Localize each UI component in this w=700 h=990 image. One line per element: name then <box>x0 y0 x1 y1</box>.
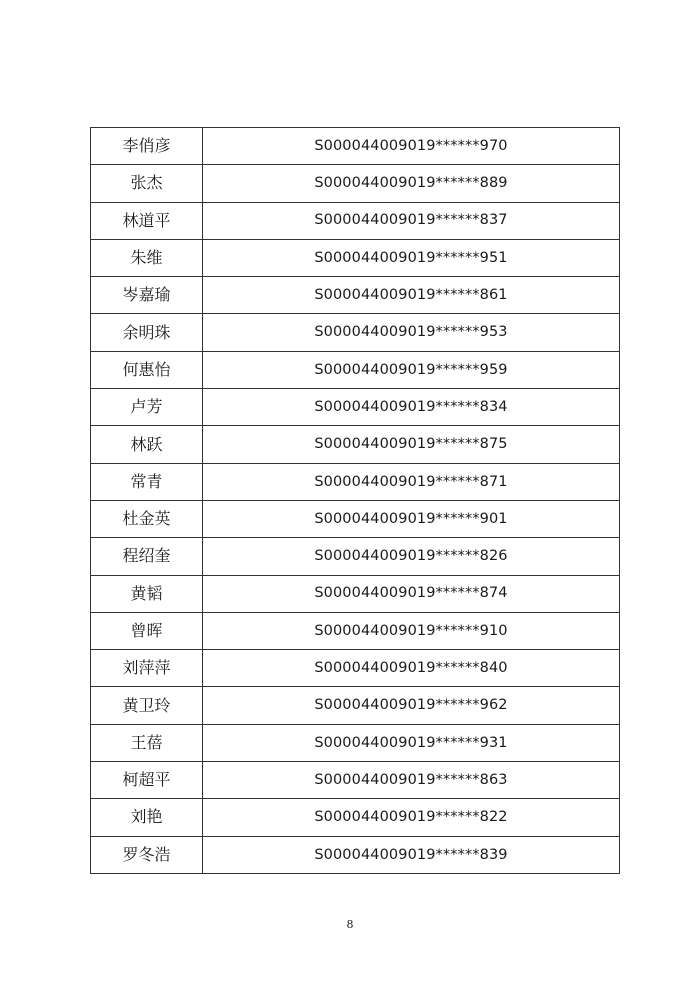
id-number-cell: S000044009019******889 <box>203 165 620 202</box>
id-number-cell: S000044009019******863 <box>203 762 620 799</box>
table-row <box>91 202 620 239</box>
name-cell: 程绍奎 <box>91 538 203 575</box>
name-cell: 杜金英 <box>91 500 203 537</box>
name-cell: 刘艳 <box>91 799 203 836</box>
table-row <box>91 538 620 575</box>
name-cell: 柯超平 <box>91 762 203 799</box>
page-number: 8 <box>346 918 354 931</box>
id-number-cell: S000044009019******871 <box>203 463 620 500</box>
roster-table <box>90 127 620 874</box>
id-number-cell: S000044009019******837 <box>203 202 620 239</box>
table-row <box>91 612 620 649</box>
table-row <box>91 762 620 799</box>
table-row <box>91 650 620 687</box>
id-number-cell: S000044009019******861 <box>203 277 620 314</box>
table-row <box>91 351 620 388</box>
table-row <box>91 239 620 276</box>
name-cell: 曾晖 <box>91 612 203 649</box>
name-cell: 张杰 <box>91 165 203 202</box>
name-cell: 岑嘉瑜 <box>91 277 203 314</box>
table-row <box>91 500 620 537</box>
table-row <box>91 724 620 761</box>
id-number-cell: S000044009019******834 <box>203 389 620 426</box>
name-cell: 罗冬浩 <box>91 836 203 873</box>
name-cell: 李俏彦 <box>91 128 203 165</box>
table-row <box>91 836 620 873</box>
name-cell: 林道平 <box>91 202 203 239</box>
name-cell: 卢芳 <box>91 389 203 426</box>
table-row <box>91 128 620 165</box>
table-row <box>91 799 620 836</box>
table-row <box>91 277 620 314</box>
id-number-cell: S000044009019******959 <box>203 351 620 388</box>
name-cell: 刘萍萍 <box>91 650 203 687</box>
name-cell: 林跃 <box>91 426 203 463</box>
table-row <box>91 426 620 463</box>
id-number-cell: S000044009019******826 <box>203 538 620 575</box>
name-cell: 常青 <box>91 463 203 500</box>
name-cell: 余明珠 <box>91 314 203 351</box>
table-row <box>91 314 620 351</box>
id-number-cell: S000044009019******901 <box>203 500 620 537</box>
id-number-cell: S000044009019******875 <box>203 426 620 463</box>
name-cell: 黄韬 <box>91 575 203 612</box>
id-number-cell: S000044009019******874 <box>203 575 620 612</box>
id-number-cell: S000044009019******839 <box>203 836 620 873</box>
id-number-cell: S000044009019******970 <box>203 128 620 165</box>
id-number-cell: S000044009019******840 <box>203 650 620 687</box>
id-number-cell: S000044009019******953 <box>203 314 620 351</box>
table-row <box>91 463 620 500</box>
table-row <box>91 165 620 202</box>
name-cell: 何惠怡 <box>91 351 203 388</box>
name-cell: 黄卫玲 <box>91 687 203 724</box>
name-cell: 王蓓 <box>91 724 203 761</box>
table-row <box>91 389 620 426</box>
id-number-cell: S000044009019******910 <box>203 612 620 649</box>
id-number-cell: S000044009019******951 <box>203 239 620 276</box>
table-row <box>91 575 620 612</box>
id-number-cell: S000044009019******822 <box>203 799 620 836</box>
id-number-cell: S000044009019******931 <box>203 724 620 761</box>
name-cell: 朱维 <box>91 239 203 276</box>
id-number-cell: S000044009019******962 <box>203 687 620 724</box>
table-row <box>91 687 620 724</box>
